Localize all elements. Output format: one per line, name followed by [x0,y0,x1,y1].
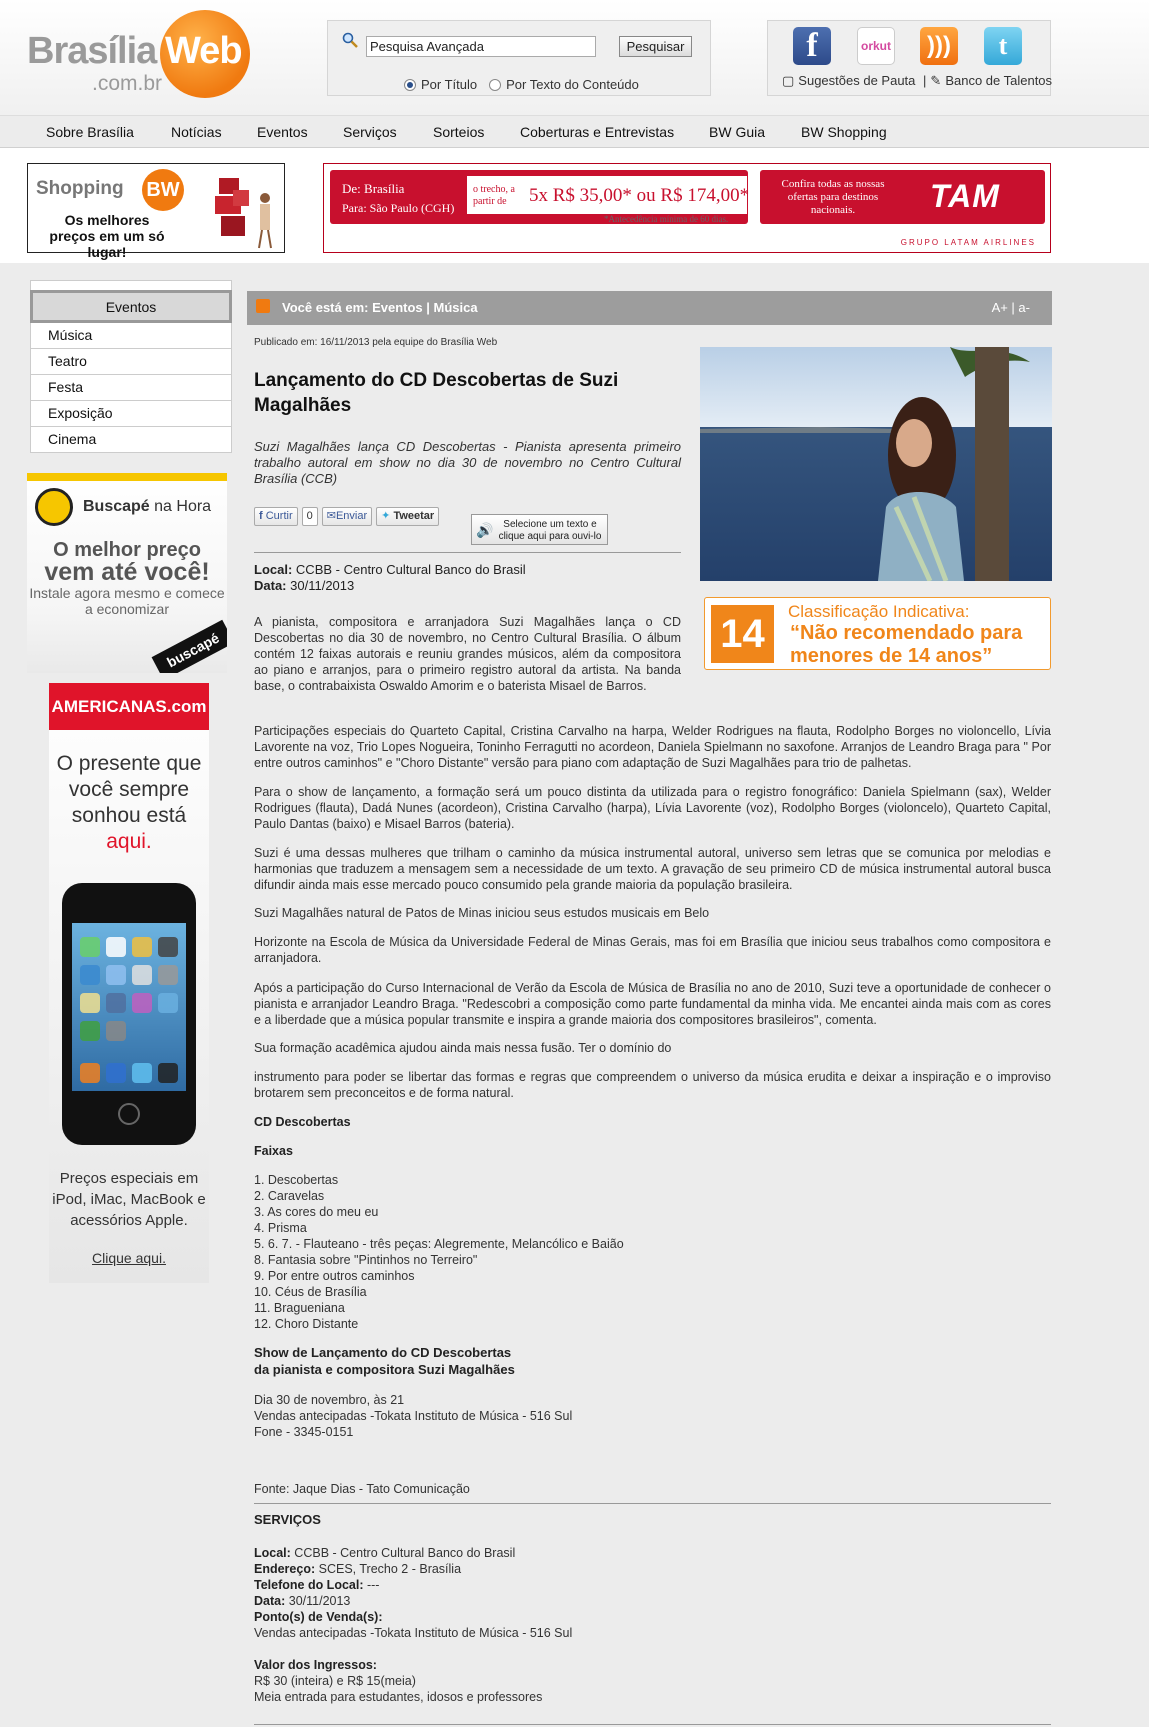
age-rating-number: 14 [711,605,774,663]
logo-brasilia: Brasília [27,30,157,72]
edit-icon: ✎ [930,73,942,88]
tam-group: GRUPO LATAM AIRLINES [900,238,1036,247]
talents-link[interactable]: Banco de Talentos [945,73,1053,88]
show-info [254,1392,572,1440]
buscape-line1: O melhor preço [53,539,201,561]
show-sales: Vendas antecipadas -Tokata Instituto de Música - 516 Sul [254,1409,573,1423]
list-item: 5. 6. 7. - Flauteano - três peças: Alegremente, Melancólico e Baião [254,1237,624,1251]
orkut-icon[interactable]: orkut [857,27,895,65]
app-icons-grid [72,923,186,1091]
svc-local-label: Local: [254,1546,291,1560]
tam-price-box [467,176,750,214]
nav-bw-shopping[interactable]: BW Shopping [801,124,887,140]
list-item: 12. Choro Distante [254,1317,359,1331]
search-input[interactable] [366,36,596,57]
tam-offer: Confira todas as nossas ofertas para destinos nacionais. [781,178,885,216]
bird-icon: ✦ [381,510,391,522]
buscape-ad[interactable] [27,473,227,673]
paragraph-4: Suzi é uma dessas mulheres que trilham o caminho da música instrumental autoral, universo sem letras que se comunica por melodias e harmonias que traduzem a mensagem sem a necessidade de um texto. A gravação de seu primeiro CD de música instrumental autoral busca difundir ainda mais esse mercado pouco consumido pela grande maioria da população brasileira. [254,846,1051,892]
list-item: 1. Descobertas [254,1173,339,1187]
list-item: 8. Fantasia sobre "Pintinhos no Terreiro" [254,1253,478,1267]
svc-phone-label: Telefone do Local: [254,1578,364,1592]
tweet-label: Tweetar [393,510,435,522]
show-phone: Fone - 3345-0151 [254,1425,354,1439]
nav-eventos[interactable]: Eventos [257,124,308,140]
speaker-icon: 🔊 [476,522,494,538]
date-label: Data: [254,578,287,593]
share-bar [254,507,439,527]
photo-illustration [700,347,1052,581]
buscape-topbar [27,473,227,481]
nav-sobre-brasilia[interactable]: Sobre Brasília [46,124,134,140]
main-nav [0,115,1149,148]
americanas-highlight: aqui. [106,830,152,853]
site-header [0,0,1149,115]
option-by-text[interactable] [489,77,639,92]
americanas-ad[interactable] [49,683,209,1283]
tam-offer-box [760,170,1045,224]
show-title [254,1344,515,1378]
twitter-icon[interactable]: t [984,27,1022,65]
list-item: 9. Por entre outros caminhos [254,1269,415,1283]
buscape-brand-suffix: na Hora [154,498,212,515]
shopping-bags-image [213,168,279,250]
search-panel [327,20,711,96]
list-item: 10. Céus de Brasília [254,1285,367,1299]
svc-date-label: Data: [254,1594,286,1608]
tam-price: 5x R$ 35,00* ou R$ 174,00* [529,185,750,206]
paragraph-8: Sua formação acadêmica ajudou ainda mais nessa fusão. Ter o domínio do [254,1041,672,1055]
logo-domain: .com.br [92,72,163,95]
option-text-label: Por Texto do Conteúdo [506,77,639,92]
search-options [404,77,639,92]
page-title: Lançamento do CD Descobertas de Suzi Magalhães [254,370,619,416]
listen-button[interactable] [471,514,608,545]
paragraph-9: instrumento para poder se libertar das formas e regras que compreendem o universo da música erudita e deixar a inspiração e o improviso brotarem sem preconceitos e de forma natural. [254,1070,1051,1100]
tam-banner[interactable] [323,163,1051,253]
americanas-text-a: O presente que você sempre sonhou está [56,752,202,827]
date-value: 30/11/2013 [290,578,355,593]
site-logo[interactable] [27,10,247,95]
breadcrumb-text[interactable]: Você está em: Eventos | Música [282,300,478,315]
show-date: Dia 30 de novembro, às 21 [254,1393,405,1407]
nav-noticias[interactable]: Notícias [171,124,222,140]
list-item: 2. Caravelas [254,1189,325,1203]
sidebar-item-cinema[interactable]: Cinema [30,427,232,453]
ticket-prices [254,1657,542,1705]
tam-from: De: Brasília [342,181,405,196]
svc-address-label: Endereço: [254,1562,316,1576]
tam-to: Para: São Paulo (CGH) [342,201,455,215]
link-separator: | [923,73,927,88]
suggestions-link[interactable]: Sugestões de Pauta [798,73,916,88]
americanas-logo: AMERICANAS.com [49,683,209,730]
svc-address-value: SCES, Trecho 2 - Brasília [318,1562,462,1576]
local-label: Local: [254,562,293,577]
event-summary [254,562,526,594]
age-rating-label: Classificação Indicativa: [788,602,970,621]
svc-price-value: R$ 30 (inteira) e R$ 15(meia) [254,1674,416,1688]
source-credit: Fonte: Jaque Dias - Tato Comunicação [254,1482,470,1496]
divider-services [254,1503,1051,1504]
ipod-home-button [118,1103,140,1125]
shopping-title: Shopping [36,178,124,199]
svc-phone-value: --- [366,1578,380,1592]
search-button[interactable]: Pesquisar [619,36,692,57]
published-info: Publicado em: 16/11/2013 pela equipe do Brasília Web [254,337,498,348]
nav-coberturas[interactable]: Coberturas e Entrevistas [520,124,675,140]
facebook-like-button[interactable] [254,507,298,526]
age-rating [704,597,1051,670]
tweet-button[interactable] [376,507,439,526]
svc-sale-value: Vendas antecipadas -Tokata Instituto de Música - 516 Sul [254,1626,573,1640]
logo-web: Web [165,30,242,72]
search-icon [342,32,358,48]
rss-icon-small[interactable] [256,299,270,313]
divider-bottom [254,1724,1051,1725]
article-subtitle: Suzi Magalhães lança CD Descobertas - Pianista apresenta primeiro trabalho autoral em show no dia 30 de novembro no Centro Cultural Brasília (CCB) [254,439,681,486]
shopping-banner[interactable] [27,163,285,260]
paragraph-6: Horizonte na Escola de Música da Universidade Federal de Minas Gerais, mas foi em Brasília que iniciou seus trabalhos como compositora e arranjadora. [254,935,1051,965]
tam-note: *Antecedência mínima de 60 dias. [604,214,729,224]
services-details [254,1545,572,1641]
paragraph-1: A pianista, compositora e arranjadora Suzi Magalhães lança o CD Descobertas no dia 30 de novembro, no Centro Cultural Brasília. O álbum contém 12 faixas autorais e reuniu grandes músicos, além da compositora ao piano e arranjos, para o primeiro registro autoral da artista. Na banda base, o contrabaixista Oswaldo Amorim e o baterista Misael de Barros. [254,615,681,693]
rss-icon[interactable]: ))) [920,27,958,65]
buscape-line2: vem até você! [44,558,210,586]
age-rating-text: “Não recomendado para menores de 14 anos” [790,622,1023,667]
show-title-line1: Show de Lançamento do CD Descobertas [254,1345,512,1360]
svc-price-label: Valor dos Ingressos: [254,1658,377,1672]
svc-sale-label: Ponto(s) de Venda(s): [254,1610,383,1624]
sidebar-menu [30,280,232,453]
nav-sorteios[interactable]: Sorteios [433,124,485,140]
tracks-heading: Faixas [254,1144,293,1158]
font-size-controls[interactable]: A+ | a- [991,300,1030,315]
option-title-label: Por Título [421,77,478,92]
local-value: CCBB - Centro Cultural Banco do Brasil [295,562,526,577]
paragraph-2: Participações especiais do Quarteto Capital, Cristina Carvalho na harpa, Welder Rodrigues na flauta, Rodolpho Borges no violoncello, Lívia Lavorente na voz, Trio Lopes Nogueira, Toninho Ferragutti no acordeon, Daniela Spielmann no saxofone. Arranjos de Leandro Braga para " Por entre outros caminhos" e "Choro Distante" versão para piano com adaptação de Suzi Magalhães para trio de palhetas. [254,724,1051,770]
tam-logo: TAM [930,178,1000,214]
buscape-brand-name: Buscapé [83,498,150,515]
divider-top [254,552,681,553]
track-list [254,1172,624,1332]
buscape-headline [27,539,227,585]
svc-price-note: Meia entrada para estudantes, idosos e professores [254,1690,543,1704]
buscape-line3: Instale agora mesmo e comece a economizar [29,585,225,617]
option-by-title[interactable] [404,77,477,92]
list-item: 11. Bragueniana [254,1301,345,1315]
svc-local-value: CCBB - Centro Cultural Banco do Brasil [294,1546,516,1560]
americanas-headline [49,751,209,855]
paragraph-7: Após a participação do Curso Internacional de Verão da Escola de Música de Brasília no ano de 2010, Suzi teve a oportunidade de conhecer o pianista e arranjador Leandro Braga. "Redescobri a composição como parte fundamental da minha vida. Me encantei ainda mais com as cores e a liberdade que a música popular transmite e inspira a grande maioria dos compositores brasileiros", comenta. [254,981,1051,1027]
send-label: Enviar [335,510,368,522]
send-icon: ✉ [326,510,336,522]
sidebar-heading[interactable]: Eventos [30,290,232,323]
list-item: 3. As cores do meu eu [254,1205,379,1219]
paragraph-5: Suzi Magalhães natural de Patos de Minas iniciou seus estudos musicais em Belo [254,906,710,920]
ipod-screen [72,923,186,1091]
shopping-badge: BW [142,169,184,211]
facebook-icon[interactable]: f [793,27,831,65]
sidebar-cap [30,280,232,290]
radio-text[interactable] [489,79,501,91]
clock-icon [35,488,73,526]
sidebar-item-exposicao[interactable]: Exposição [30,401,232,427]
nav-bw-guia[interactable]: BW Guia [709,124,766,140]
listen-label: Selecione um texto e clique aqui para ouvi-lo [498,519,602,542]
cd-heading: CD Descobertas [254,1115,351,1129]
like-count: 0 [302,507,318,526]
like-label: Curtir [265,510,293,522]
svc-date-value: 30/11/2013 [288,1594,351,1608]
americanas-text-b: Preços especiais em iPod, iMac, MacBook e acessórios Apple. [52,1170,206,1229]
social-panel [767,20,1051,96]
show-title-line2: da pianista e compositora Suzi Magalhães [254,1362,515,1377]
tam-price-prefix: o trecho, a partir de [473,184,515,207]
buscape-tag: buscapé [152,620,227,673]
nav-servicos[interactable]: Serviços [343,124,397,140]
shopping-tagline: Os melhores preços em um só lugar! [49,212,165,260]
document-icon: ▢ [782,73,795,88]
services-heading: SERVIÇOS [254,1512,321,1527]
send-button[interactable] [322,507,372,526]
like-f-icon: f [259,510,263,522]
list-item: 4. Prisma [254,1221,307,1235]
buscape-brand [83,498,211,516]
sidebar-item-teatro[interactable]: Teatro [30,349,232,375]
artist-photo [700,347,1052,581]
sidebar-item-musica[interactable]: Música [30,323,232,349]
sidebar-item-festa[interactable]: Festa [30,375,232,401]
paragraph-3: Para o show de lançamento, a formação será um pouco distinta da utilizada para o registro fonográfico: Daniela Spielmann (sax), Welder Rodrigues (flauta), Dadá Nunes (acordeon), Cristina Carvalho (harpa), Lívia Lavorente (voz), Rodolpho Borges (violoncelo), Quarteto Capital, Paulo Dantas (baixo) e Misael Barros (bateria). [254,785,1051,831]
breadcrumb [247,291,1052,325]
radio-title[interactable] [404,79,416,91]
social-links [778,73,1052,89]
americanas-cta[interactable]: Clique aqui. [92,1250,166,1266]
